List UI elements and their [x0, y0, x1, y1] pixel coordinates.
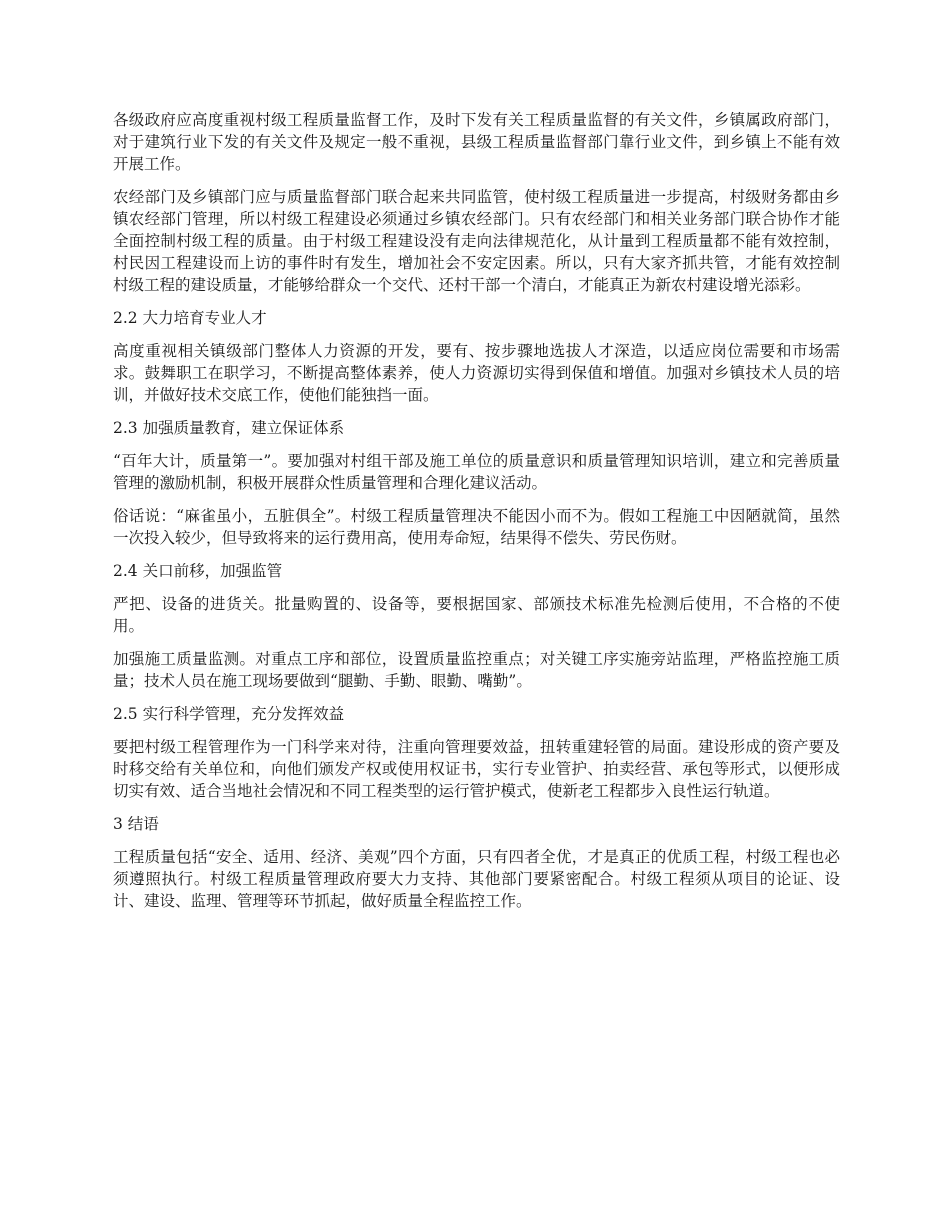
paragraph-monitoring: 加强施工质量监测。对重点工序和部位，设置质量监控重点；对关键工序实施旁站监理，严格监控施工质量；技术人员在施工现场要做到“腿勤、手勤、眼勤、嘴勤”。: [113, 650, 840, 690]
section-heading-2-3: 2.3 加强质量教育，建立保证体系: [113, 419, 345, 437]
section-heading-2-4: 2.4 关口前移，加强监管: [113, 562, 283, 580]
paragraph-conclusion: 工程质量包括“安全、适用、经济、美观”四个方面，只有四者全优，才是真正的优质工程，村级工程也必须遵照执行。村级工程质量管理政府要大力支持、其他部门要紧密配合。村级工程须从项目的论证、设计、建设、监理、管理等环节抓起，做好质量全程监控工作。: [113, 848, 840, 910]
section-heading-2-2: 2.2 大力培育专业人才: [113, 309, 267, 327]
paragraph-talent: 高度重视相关镇级部门整体人力资源的开发，要有、按步骤地选拔人才深造，以适应岗位需要和市场需求。鼓舞职工在职学习，不断提高整体素养，使人力资源切实得到保值和增值。加强对乡镇技术人员的培训，并做好技术交底工作，使他们能独挡一面。: [113, 342, 840, 404]
section-heading-3: 3 结语: [113, 815, 159, 833]
paragraph-joint-supervision: 农经部门及乡镇部门应与质量监督部门联合起来共同监管，使村级工程质量进一步提高，村级财务都由乡镇农经部门管理，所以村级工程建设必须通过乡镇农经部门。只有农经部门和相关业务部门联合协作才能全面控制村级工程的质量。由于村级工程建设没有走向法律规范化，从计量到工程质量都不能有效控制，村民因工程建设而上访的事件时有发生，增加社会不安定因素。所以，只有大家齐抓共管，才能有效控制村级工程的建设质量，才能够给群众一个交代、还村干部一个清白，才能真正为新农村建设增光添彩。: [113, 188, 840, 294]
paragraph-scientific-management: 要把村级工程管理作为一门科学来对待，注重向管理要效益，扭转重建轻管的局面。建设形成的资产要及时移交给有关单位和，向他们颁发产权或使用权证书，实行专业管护、拍卖经营、承包等形式，以便形成切实有效、适合当地社会情况和不同工程类型的运行管护模式，使新老工程都步入良性运行轨道。: [113, 738, 840, 800]
paragraph-equipment: 严把、设备的进货关。批量购置的、设备等，要根据国家、部颁技术标准先检测后使用，不合格的不使用。: [113, 595, 840, 635]
section-heading-2-5: 2.5 实行科学管理，充分发挥效益: [113, 705, 345, 723]
paragraph-quality-first: “百年大计，质量第一”。要加强对村组干部及施工单位的质量意识和质量管理知识培训，建立和完善质量管理的激励机制，积极开展群众性质量管理和合理化建议活动。: [113, 452, 840, 492]
paragraph-proverb: 俗话说：“麻雀虽小，五脏俱全”。村级工程质量管理决不能因小而不为。假如工程施工中因陋就简，虽然一次投入较少，但导致将来的运行费用高，使用寿命短，结果得不偿失、劳民伤财。: [113, 507, 840, 547]
document-body: [113, 109, 840, 923]
paragraph-gov-supervision: 各级政府应高度重视村级工程质量监督工作，及时下发有关工程质量监督的有关文件，乡镇属政府部门，对于建筑行业下发的有关文件及规定一般不重视，县级工程质量监督部门靠行业文件，到乡镇上不能有效开展工作。: [113, 111, 840, 173]
